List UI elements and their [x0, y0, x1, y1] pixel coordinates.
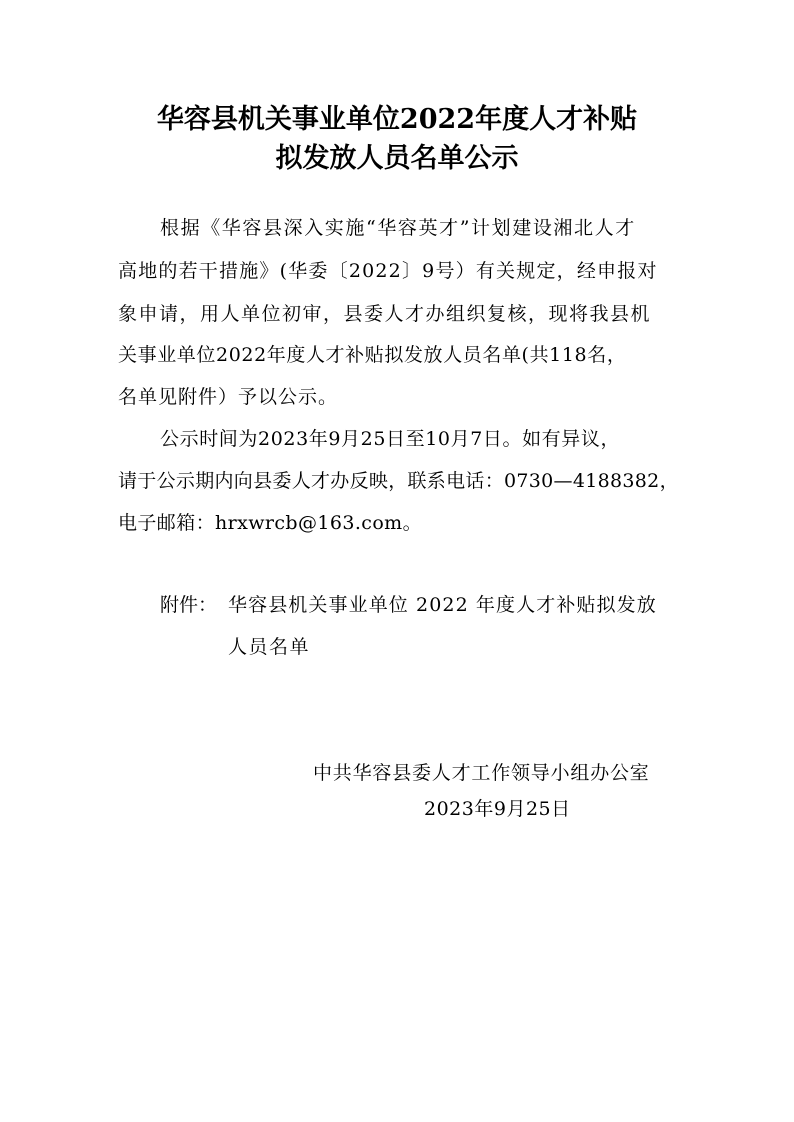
- paragraph-1-line-3: 象申请，用人单位初审，县委人才办组织复核，现将我县机: [118, 303, 652, 325]
- paragraph-1-line-5: 名单见附件）予以公示。: [118, 386, 339, 408]
- paragraph-2-line-3: 电子邮箱：hrxwrcb@163.com。: [118, 512, 422, 534]
- paragraph-1-line-4: 关事业单位2022年度人才补贴拟发放人员名单(共118名，: [118, 344, 627, 366]
- attachment-title-line-1: 华容县机关事业单位 2022 年度人才补贴拟发放: [228, 594, 657, 616]
- signature-organization: 中共华容县委人才工作领导小组办公室: [313, 762, 650, 784]
- paragraph-1-line-1: 根据《华容县深入实施“华容英才”计划建设湘北人才: [160, 217, 636, 239]
- document-title-line-2: 拟发放人员名单公示: [275, 143, 519, 174]
- paragraph-1-line-2: 高地的若干措施》(华委〔2022〕9号）有关规定，经申报对: [118, 260, 658, 282]
- attachment-label: 附件：: [160, 594, 218, 616]
- document-title-line-1: 华容县机关事业单位2022年度人才补贴: [156, 104, 638, 135]
- attachment-title-line-2: 人员名单: [228, 636, 311, 658]
- paragraph-2-line-2: 请于公示期内向县委人才办反映，联系电话：0730—4188382，: [118, 470, 679, 492]
- paragraph-2-line-1: 公示时间为2023年9月25日至10月7日。如有异议，: [160, 428, 621, 450]
- signature-date: 2023年9月25日: [424, 798, 571, 820]
